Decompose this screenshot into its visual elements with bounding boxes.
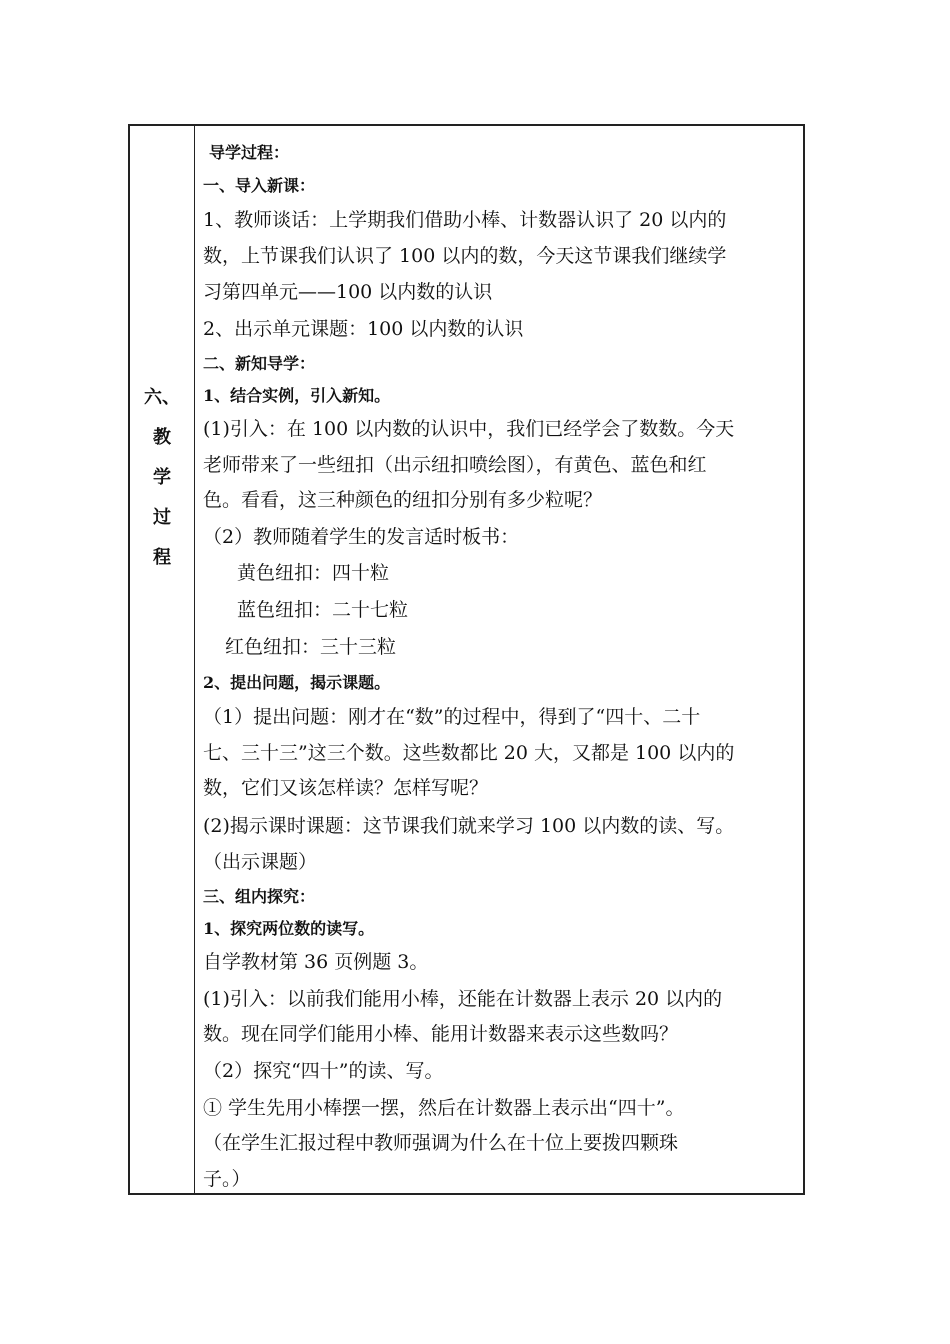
text-line: 子。） (203, 1168, 251, 1190)
subheading: 2、提出问题，揭示课题。 (203, 673, 391, 692)
text-line: 色。看看，这三种颜色的纽扣分别有多少粒呢？ (203, 489, 603, 511)
text-line: 数。现在同学们能用小棒、能用计数器来表示这些数吗？ (203, 1023, 679, 1045)
heading-process: 导学过程： (209, 143, 290, 162)
text-line: 数，它们又该怎样读？怎样写呢？ (203, 777, 489, 799)
text-line: 数，上节课我们认识了 100 以内的数，今天这节课我们继续学 (203, 245, 727, 267)
board-line-red: 红色纽扣：三十三粒 (225, 636, 397, 658)
text-line: （1）提出问题：刚才在“数”的过程中，得到了“四十、二十 (203, 706, 701, 728)
column-divider (194, 126, 195, 1193)
text-line: 2、出示单元课题：100 以内数的认识 (203, 318, 524, 340)
text-line: 1、教师谈话：上学期我们借助小棒、计数器认识了 20 以内的 (203, 209, 727, 231)
lesson-table (128, 124, 805, 1195)
text-line: ① 学生先用小棒摆一摆，然后在计数器上表示出“四十”。 (203, 1097, 685, 1119)
text-line: （出示课题） (203, 851, 318, 873)
text-line: 七、三十三”这三个数。这些数都比 20 大，又都是 100 以内的 (203, 742, 735, 764)
section-char-2: 学 (153, 467, 171, 488)
text-line: 老师带来了一些纽扣（出示纽扣喷绘图），有黄色、蓝色和红 (203, 454, 707, 476)
board-line-blue: 蓝色纽扣：二十七粒 (237, 599, 409, 621)
section-number: 六、 (144, 387, 180, 408)
section-char-4: 程 (153, 547, 171, 568)
section-char-3: 过 (153, 507, 171, 528)
text-line: (1)引入：在 100 以内数的认识中，我们已经学会了数数。今天 (203, 418, 735, 440)
text-line: 自学教材第 36 页例题 3。 (203, 951, 429, 973)
heading-new-knowledge: 二、新知导学： (203, 354, 316, 373)
text-line: 习第四单元——100 以内数的认识 (203, 281, 493, 303)
subheading: 1、结合实例，引入新知。 (203, 386, 391, 405)
text-line: （2）教师随着学生的发言适时板书： (203, 526, 520, 548)
text-line: (2)揭示课时课题：这节课我们就来学习 100 以内数的读、写。 (203, 815, 735, 837)
text-line: (1)引入：以前我们能用小棒，还能在计数器上表示 20 以内的 (203, 988, 723, 1010)
board-line-yellow: 黄色纽扣：四十粒 (237, 562, 390, 584)
text-line: （2）探究“四十”的读、写。 (203, 1060, 444, 1082)
heading-group-explore: 三、组内探究： (203, 887, 316, 906)
section-char-1: 教 (153, 427, 171, 448)
text-line: （在学生汇报过程中教师强调为什么在十位上要拨四颗珠 (203, 1132, 679, 1154)
subheading: 1、探究两位数的读写。 (203, 919, 375, 938)
section-label (130, 378, 194, 578)
heading-intro: 一、导入新课： (203, 176, 316, 195)
